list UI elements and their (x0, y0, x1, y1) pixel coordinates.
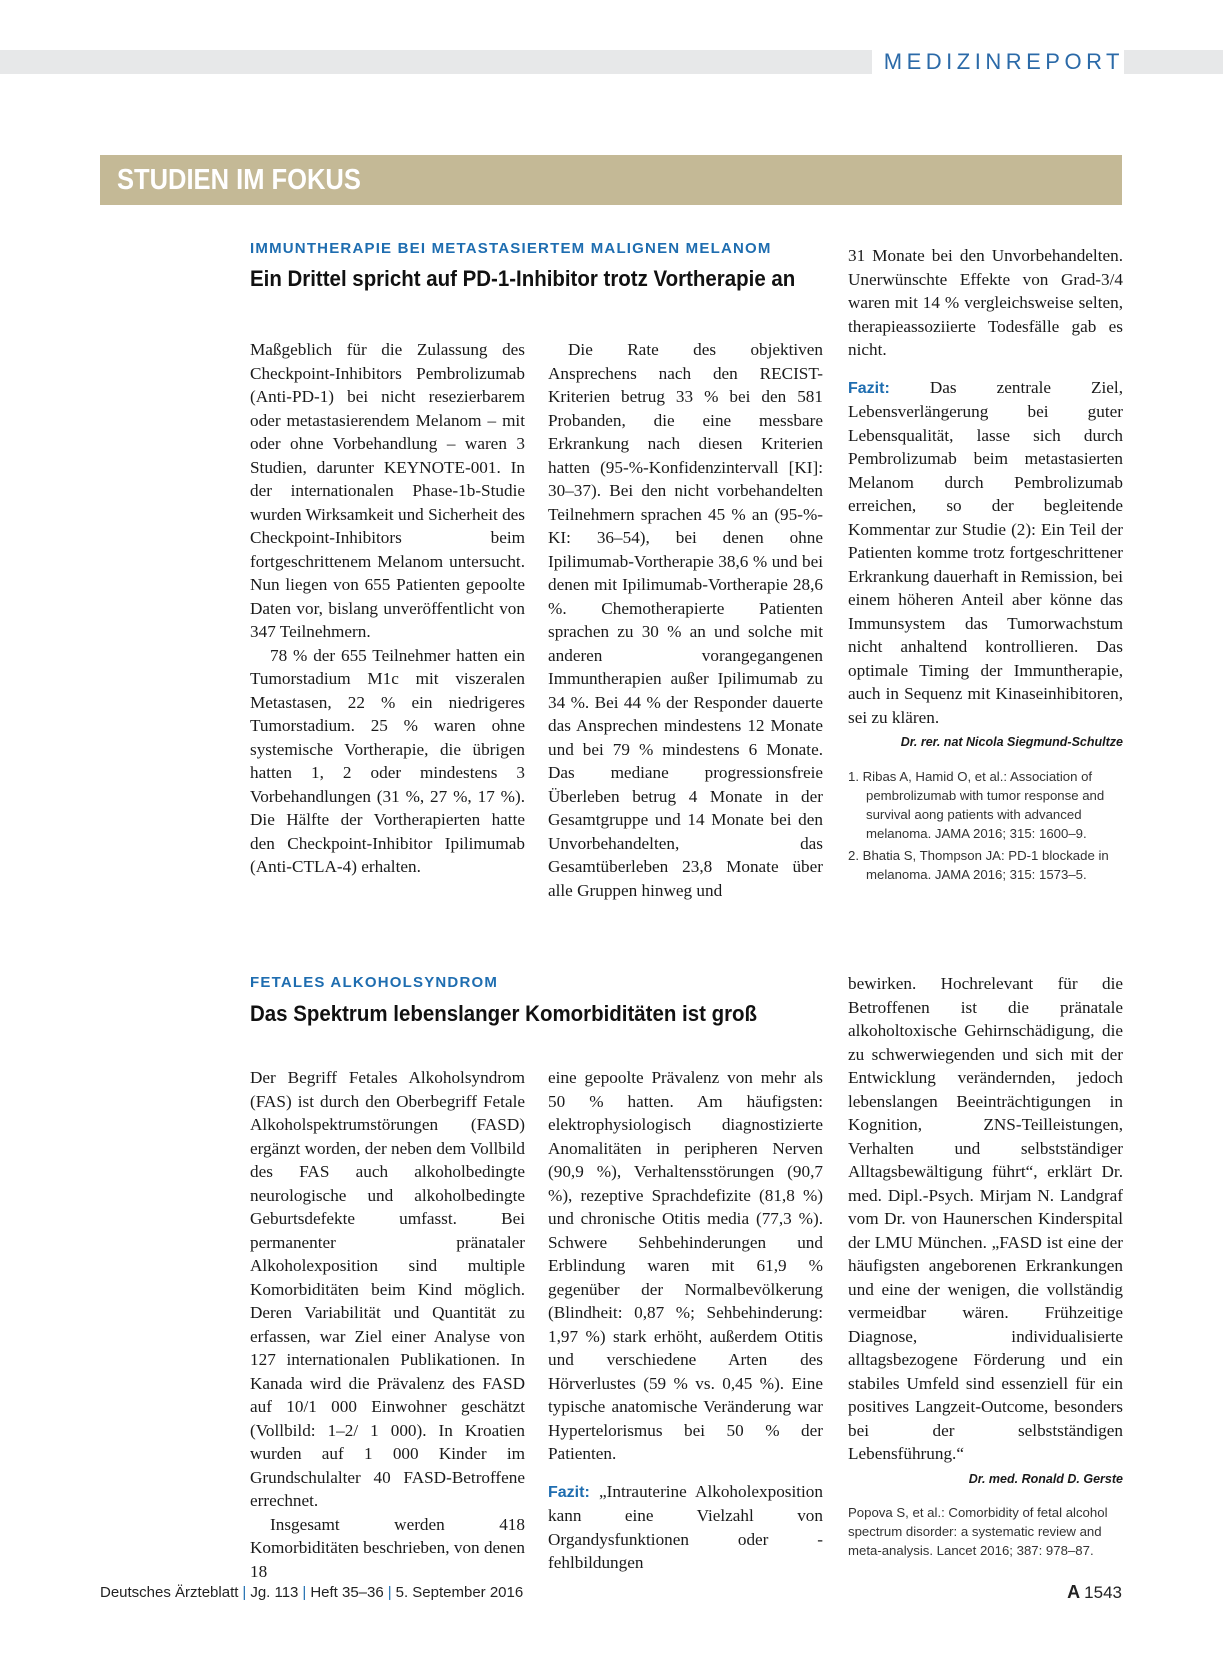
reference: Popova S, et al.: Comorbidity of fetal alcohol spectrum disorder: a systematic review and meta-analysis. Lancet 2016; 387: 978–87. (848, 1505, 1108, 1558)
article1-column-3 (848, 244, 1123, 887)
paragraph: 31 Monate bei den Unvorbehandelten. Unerwünschte Effekte von Grad-3/4 waren mit 14 % vergleichsweise selten, therapieassoziierte Todesfälle gab es nicht. (848, 246, 1123, 359)
page-prefix: A (1067, 1582, 1081, 1602)
paragraph: Die Rate des objektiven Ansprechens nach den RECIST-Kriterien betrug 33 % bei den 581 Probanden, die eine messbare Erkrankung nach diesen Kriterien hatten (95-%-Konfidenzintervall [KI]: 30–37). Bei den nicht vorbehandelten Teilnehmern sprachen 45 % an (95-%-KI: 36–54), bei denen ohne Ipilimumab-Vortherapie 38,6 % und bei denen mit Ipilimumab-Vortherapie 28,6 %. Chemotherapierte Patienten sprachen zu 30 % an und solche mit anderen vorangegangenen Immuntherapien außer Ipilimumab zu 34 %. Bei 44 % der Responder dauerte das Ansprechen mindestens 12 Monate und bei 79 % mindestens 6 Monate. Das mediane progressionsfreie Überleben betrug 4 Monate in der Gesamtgruppe und 14 Monate bei den Unvorbehandelten, das Gesamtüberleben 23,8 Monate über alle Gruppen hinweg und (548, 340, 823, 900)
author: Dr. rer. nat Nicola Siegmund-Schultze (900, 735, 1123, 749)
journal-name: Deutsches Ärzteblatt (100, 1584, 239, 1601)
separator: | (387, 1584, 392, 1601)
paragraph: eine gepoolte Prävalenz von mehr als 50 % hatten. Am häufigsten: elektrophysiologisch diagnostizierte Anomalitäten in peripheren Nerven (90,9 %), Verhaltensstörungen (90,7 %), rezeptive Sprachdefizite (81,8 %) und chronische Otitis media (77,3 %). Schwere Sehbehinderungen und Erblindung waren mit 61,9 % gegenüber der Normalbevölkerung (Blindheit: 0,87 %; Sehbehinderung: 1,97 %) stark erhöht, außerdem Otitis und verschiedene Arten des Hörverlustes (59 % vs. 0,45 %). Eine typische anatomische Veränderung war Hypertelorismus bei 50 % der Patienten. (548, 1068, 823, 1463)
author: Dr. med. Ronald D. Gerste (968, 1471, 1123, 1486)
banner-title: STUDIEN IM FOKUS (117, 164, 361, 196)
separator: | (302, 1584, 307, 1601)
page-number (1067, 1582, 1122, 1603)
section-banner (100, 155, 1122, 205)
paragraph: bewirken. Hochrelevant für die Betroffenen ist die pränatale alkoholtoxische Gehirnschädigung, die zu schwerwiegenden und sich mit der Entwicklung verändernden, jedoch lebenslangen Beeinträchtigungen in Kognition, ZNS-Teilleistungen, Verhalten und selbstständiger Alltagsbewältigung führt“, erklärt Dr. med. Dipl.-Psych. Mirjam N. Landgraf vom Dr. von Haunerschen Kinderspital der LMU München. „FASD ist eine der häufigsten angeborenen Erkrankungen und eine der wenigen, die vollständig vermeidbar wären. Frühzeitige Diagnose, individualisierte alltagsbezogene Förderung und ein stabiles Umfeld sind essenziell für ein positives Langzeit-Outcome, besonders bei der selbstständigen Lebensführung.“ (848, 974, 1123, 1463)
journal-volume: Jg. 113 (250, 1584, 299, 1601)
paragraph: 78 % der 655 Teilnehmer hatten ein Tumorstadium M1c mit viszeralen Metastasen, 22 % ein niedrigeres Tumorstadium. 25 % waren ohne systemische Vortherapie, die übrigen hatten 1, 2 oder mindestens 3 Vorbehandlungen (31 %, 27 %, 17 %). Die Hälfte der Vortherapierten hatte den Checkpoint-Inhibitor Ipilimumab (Anti-CTLA-4) erhalten. (250, 645, 525, 876)
section-label: MEDIZINREPORT (872, 48, 1124, 76)
fazit-text: Das zentrale Ziel, Lebensverlängerung bei guter Lebensqualität, lasse sich durch Pembrolizumab beim metastasierten Melanom durch Pembrolizumab erreichen, so der begleitende Kommentar zur Studie (2): Ein Teil der Patienten komme trotz fortgeschrittener Erkrankung dauerhaft in Remission, bei einem höheren Anteil aber könne das Immunsystem das Tumorwachstum nicht anhaltend kontrollieren. Das optimale Timing der Immuntherapie, auch in Sequenz mit Kinaseinhibitoren, sei zu klären. (848, 377, 1123, 727)
paragraph: Maßgeblich für die Zulassung des Checkpoint-Inhibitors Pembrolizumab (Anti-PD-1) bei nicht resezierbarem oder metastasierendem Melanom – mit oder ohne Vorbehandlung – waren 3 Studien, darunter KEYNOTE-001. In der internationalen Phase-1b-Studie wurden Wirksamkeit und Sicherheit des Checkpoint-Inhibitors beim fortgeschrittenem Melanom untersucht. Nun liegen von 655 Patienten gepoolte Daten vor, bislang unveröffentlicht von 347 Teilnehmern. (250, 340, 525, 641)
issue-date: 5. September 2016 (395, 1584, 524, 1601)
references (848, 1503, 1123, 1560)
reference: 1. Ribas A, Hamid O, et al.: Association of pembrolizumab with tumor response and survival aong patients with advanced melanoma. JAMA 2016; 315: 1600–9. (848, 768, 1105, 841)
article2-headline: Das Spektrum lebenslanger Komorbiditäten ist groß (250, 1001, 758, 1026)
references (848, 767, 1123, 884)
article2-column-1 (250, 1066, 525, 1583)
article2-kicker: FETALES ALKOHOLSYNDROM (250, 974, 499, 991)
fazit-paragraph (548, 1480, 823, 1575)
article1-headline: Ein Drittel spricht auf PD-1-Inhibitor trotz Vortherapie an (250, 266, 796, 291)
paragraph: Der Begriff Fetales Alkoholsyndrom (FAS) ist durch den Oberbegriff Fetale Alkoholspektrumstörungen (FASD) ergänzt worden, der neben dem Vollbild des FAS auch alkoholbedingte neurologische und alkoholbedingte Geburtsdefekte umfasst. Bei permanenter pränataler Alkoholexposition sind multiple Komorbiditäten beim Kind möglich. Deren Variabilität und Quantität zu erfassen, war Ziel einer Analyse von 127 internationalen Publikationen. In Kanada wird die Prävalenz des FASD auf 10/1 000 Einwohner geschätzt (Vollbild: 1–2/ 1 000). In Kroatien wurden auf 1 000 Kinder im Grundschulalter 40 FASD-Betroffene errechnet. (250, 1068, 525, 1510)
fazit-label: Fazit: (848, 379, 890, 397)
page-footer (100, 1584, 1122, 1608)
fazit-paragraph (848, 376, 1123, 730)
article1-column-1 (250, 338, 525, 879)
reference: 2. Bhatia S, Thompson JA: PD-1 blockade in melanoma. JAMA 2016; 315: 1573–5. (848, 847, 1109, 882)
article2-column-2 (548, 1066, 823, 1575)
fazit-text: „Intrauterine Alkoholexposition kann eine Vielzahl von Organdysfunktionen oder -fehlbildungen (548, 1481, 823, 1572)
article1-column-2 (548, 338, 823, 902)
separator: | (242, 1584, 247, 1601)
footer-citation (100, 1584, 523, 1601)
article2-column-3 (848, 972, 1123, 1563)
fazit-label: Fazit: (548, 1483, 590, 1501)
article1-kicker: IMMUNTHERAPIE BEI METASTASIERTEM MALIGNEN MELANOM (250, 240, 772, 257)
page-number-value: 1543 (1084, 1583, 1122, 1602)
paragraph: Insgesamt werden 418 Komorbiditäten beschrieben, von denen 18 (250, 1514, 525, 1581)
journal-issue: Heft 35–36 (310, 1584, 384, 1601)
